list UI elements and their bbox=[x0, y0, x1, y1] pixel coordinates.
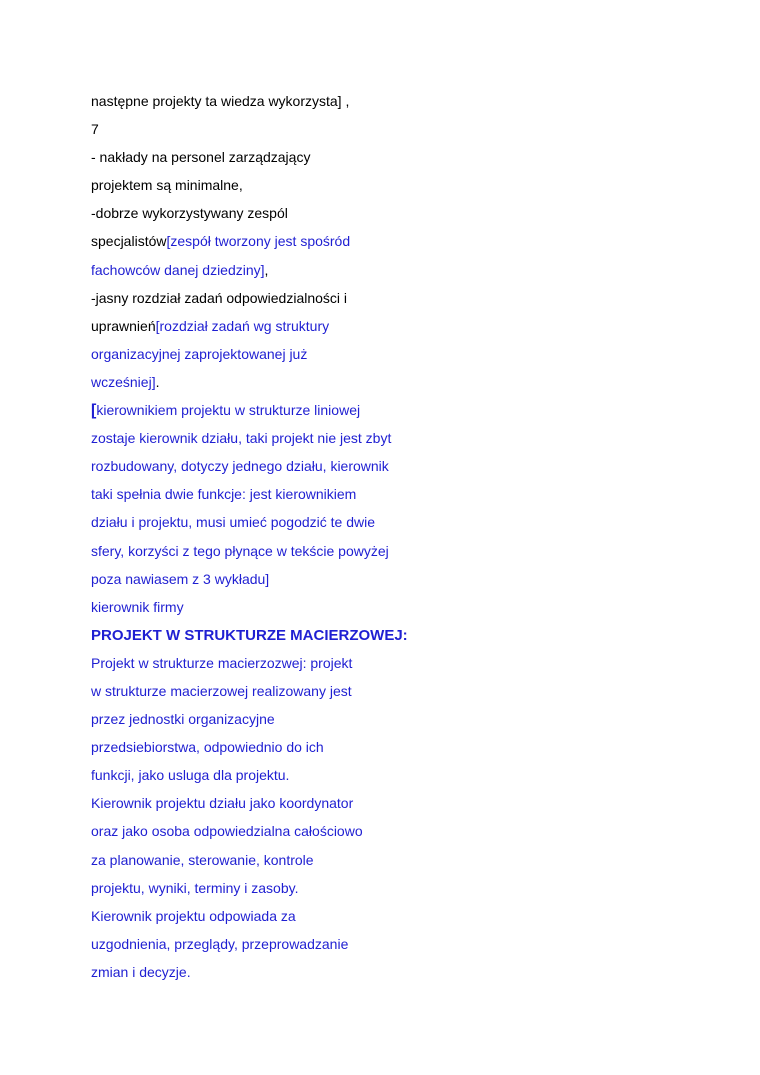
text-segment: kierownikiem projektu w strukturze liniowej bbox=[96, 402, 361, 419]
text-line bbox=[91, 649, 691, 677]
text-segment: kierownik firmy bbox=[91, 598, 184, 615]
text-line bbox=[91, 761, 691, 789]
text-segment: zostaje kierownik działu, taki projekt nie jest zbyt bbox=[91, 430, 392, 447]
text-segment: Projekt w strukturze macierzozwej: projekt bbox=[91, 654, 353, 671]
text-segment: następne projekty ta wiedza wykorzysta] , bbox=[91, 93, 350, 109]
text-segment: Kierownik projektu odpowiada za bbox=[91, 907, 296, 924]
text-line bbox=[91, 199, 691, 227]
text-line bbox=[91, 789, 691, 817]
text-segment: wcześniej] bbox=[91, 373, 156, 390]
text-segment: sfery, korzyści z tego płynące w tekście powyżej bbox=[91, 542, 389, 559]
text-line bbox=[91, 537, 691, 565]
text-line bbox=[91, 874, 691, 902]
text-segment: projektu, wyniki, terminy i zasoby. bbox=[91, 879, 299, 896]
text-segment: taki spełnia dwie funkcje: jest kierownikiem bbox=[91, 486, 357, 503]
text-line bbox=[91, 817, 691, 845]
section-heading: PROJEKT W STRUKTURZE MACIERZOWEJ: bbox=[91, 626, 408, 644]
text-segment: organizacyjnej zaprojektowanej już bbox=[91, 345, 308, 362]
text-line bbox=[91, 958, 691, 986]
text-segment: -dobrze wykorzystywany zespól bbox=[91, 205, 288, 222]
text-line bbox=[91, 677, 691, 705]
text-segment: fachowców danej dziedziny] bbox=[91, 261, 265, 278]
text-segment: zmian i decyzje. bbox=[91, 963, 191, 980]
text-segment: przez jednostki organizacyjne bbox=[91, 711, 275, 728]
text-segment: uprawnień bbox=[91, 317, 156, 334]
text-segment: -jasny rozdział zadań odpowiedzialności i bbox=[91, 289, 348, 306]
document-body bbox=[91, 87, 691, 986]
text-segment: w strukturze macierzowej realizowany jest bbox=[91, 682, 352, 699]
text-segment: - nakłady na personel zarządzający bbox=[91, 149, 311, 166]
text-segment: [ bbox=[91, 402, 97, 420]
text-segment: przedsiebiorstwa, odpowiednio do ich bbox=[91, 739, 324, 756]
text-line bbox=[91, 368, 691, 396]
text-line bbox=[91, 508, 691, 536]
text-line bbox=[91, 256, 691, 284]
text-segment: . bbox=[155, 373, 160, 390]
text-line bbox=[91, 480, 691, 508]
text-line bbox=[91, 565, 691, 593]
text-segment: za planowanie, sterowanie, kontrole bbox=[91, 851, 314, 868]
text-segment: specjalistów bbox=[91, 233, 167, 250]
text-segment: , bbox=[264, 261, 269, 278]
text-line bbox=[91, 593, 691, 621]
text-segment: poza nawiasem z 3 wykładu] bbox=[91, 570, 270, 587]
text-line bbox=[91, 340, 691, 368]
text-segment: rozbudowany, dotyczy jednego działu, kierownik bbox=[91, 458, 389, 475]
text-segment: [zespół tworzony jest spośród bbox=[166, 233, 351, 250]
text-line bbox=[91, 115, 691, 143]
text-line bbox=[91, 227, 691, 255]
text-line bbox=[91, 424, 691, 452]
text-segment: 7 bbox=[91, 121, 99, 138]
text-line bbox=[91, 284, 691, 312]
text-line bbox=[91, 87, 691, 115]
text-line bbox=[91, 143, 691, 171]
text-line bbox=[91, 312, 691, 340]
text-segment: projektem są minimalne, bbox=[91, 177, 243, 194]
text-line bbox=[91, 902, 691, 930]
text-segment: funkcji, jako usluga dla projektu. bbox=[91, 767, 290, 784]
text-line bbox=[91, 621, 691, 649]
text-line bbox=[91, 930, 691, 958]
text-line bbox=[91, 452, 691, 480]
text-line bbox=[91, 733, 691, 761]
text-line bbox=[91, 396, 691, 424]
text-segment: [rozdział zadań wg struktury bbox=[155, 317, 330, 334]
text-line bbox=[91, 846, 691, 874]
text-segment: działu i projektu, musi umieć pogodzić te dwie bbox=[91, 514, 376, 531]
text-line bbox=[91, 171, 691, 199]
text-segment: Kierownik projektu działu jako koordynator bbox=[91, 795, 354, 812]
text-segment: uzgodnienia, przeglądy, przeprowadzanie bbox=[91, 935, 349, 952]
text-line bbox=[91, 705, 691, 733]
text-segment: oraz jako osoba odpowiedzialna całościowo bbox=[91, 823, 363, 840]
